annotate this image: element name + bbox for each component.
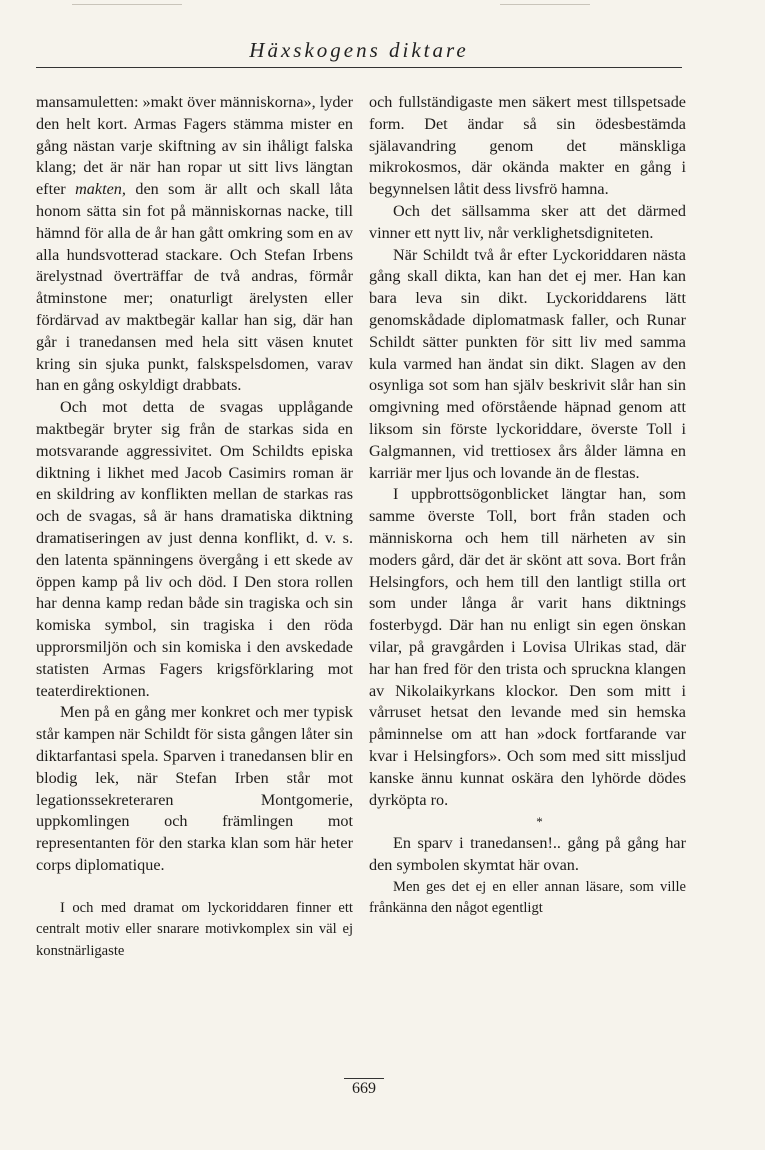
page-number: 669 [344,1078,384,1098]
top-edge-rule-right [500,4,590,5]
right-paragraph-3: När Schildt två år efter Lyckoriddaren nästa gång skall dikta, kan han det ej mer. Han kan bara leva sin dikt. Lyckoriddarens lätt genomskådade diplomatmask faller, och Runar Schildt sätter punkten för sitt liv med samma kula varmed han ändat sin dikt. Slagen av den osynliga sot som han själv beskrivit slår han sin omgivning med oförstående häpnad genom att liksom sin förste lyckoriddare, överste Toll i Galgmannen, vid trettiosex års ålder lämna en karriär mer ljus och lovande än de flestas. [369,245,686,482]
right-paragraph-6: Men ges det ej en eller annan läsare, som ville frånkänna den något egentligt [369,878,686,917]
left-paragraph-3: Men på en gång mer konkret och mer typisk står kampen när Schildt för sista gången låter sin diktarfantasi spela. Sparven i tranedansen blir en blodig lek, när Stefan Irben står mot legationssekreteraren Montgomerie, uppkomlingen och främlingen mot representanten för den starka klan som här heter corps diplomatique. [36,703,353,874]
left-paragraph-4: I och med dramat om lyckoriddaren finner ett centralt motiv eller snarare motivkomplex sin väl ej konstnärligaste [36,899,353,960]
left-paragraph-1 [36,92,353,397]
left-column [36,92,353,963]
top-edge-rule [72,4,182,5]
left-paragraph-2: Och mot detta de svagas upplågande maktbegär bryter sig från de starkas sida en motsvarande aggressivitet. Om Schildts episka diktning i likhet med Jacob Casimirs roman är en skildring av konflikten mellan de starkas ras och de svagas, så är hans dramatiska diktning dramatiseringen av just denna konflikt, d. v. s. den latenta spänningens övergång i ett skede av öppen kamp på liv och död. I Den stora rollen har denna kamp redan både sin tragiska och sin komiska symbol, sin tragiska i den röda upprorsmiljön och sin komiska i den avskedade statisten Armas Fagers krigsförklaring mot teaterdirektionen. [36,398,353,700]
right-paragraph-5: En sparv i tranedansen!.. gång på gång har den symbolen skymtat här ovan. [369,834,686,874]
left-paragraph-1-text-a: mansamuletten: »makt över människorna», lyder den helt kort. Armas Fagers stämma mister en gång nästan varje skiftning av sin ihåligt falska klang; det är när han ropar ut sitt livs längtan efter [36,93,353,199]
left-paragraph-1-emphasis: makten, [75,180,126,199]
right-column [369,92,686,920]
right-paragraph-1: och fullständigaste men säkert mest tillspetsade form. Det ändar så sin ödesbestämda själavandring genom det mänskliga mikrokosmos, där okända makter en gång i begynnelsen låtit dess livsfrö hamna. [369,93,686,199]
header-rule [36,67,682,68]
running-title: Häxskogens diktare [249,38,469,62]
section-separator: * [536,814,543,830]
right-paragraph-4: I uppbrottsögonblicket längtar han, som samme överste Toll, bort från staden och människorna och hem till närheten av sin moders gård, där det är skönt att sova. Bort från Helsingfors, och hem till den lantligt stilla ort som under långa år varit hans diktnings fosterbygd. Där han nu enligt sin egen önskan vilar, på gravgården i Lovisa Ulrikas stad, där har han fred för den trista och spruckna klangen av Nikolaikyrkans klockor. Den som mitt i vårruset hetsat den levande med sin hemska påminnelse om att han »dock fortfarande var kvar i Helsingfors». Och som med sitt missljud kanske ännu kunnat oskära den lyhörde dödes dyrköpta ro. [369,485,686,809]
right-paragraph-2: Och det sällsamma sker att det därmed vinner ett nytt liv, når verklighetsdigniteten. [369,201,686,242]
left-paragraph-1-text-b: den som är allt och skall låta honom sätta sin fot på människornas nacke, till hämnd för alla de år han gått omkring som en av alla hundsvotterad stackare. Och Stefan Irbens ärelystnad överträffar de två andras, förmår åtminstone mer; onaturligt ärelysten eller fördärvad av maktbegär kallar han sig, där han går i tranedansen med hela sitt väsen knutet kring sin sjuka punkt, falskspelsdomen, varav han en gång oskyldigt drabbats. [36,180,353,395]
